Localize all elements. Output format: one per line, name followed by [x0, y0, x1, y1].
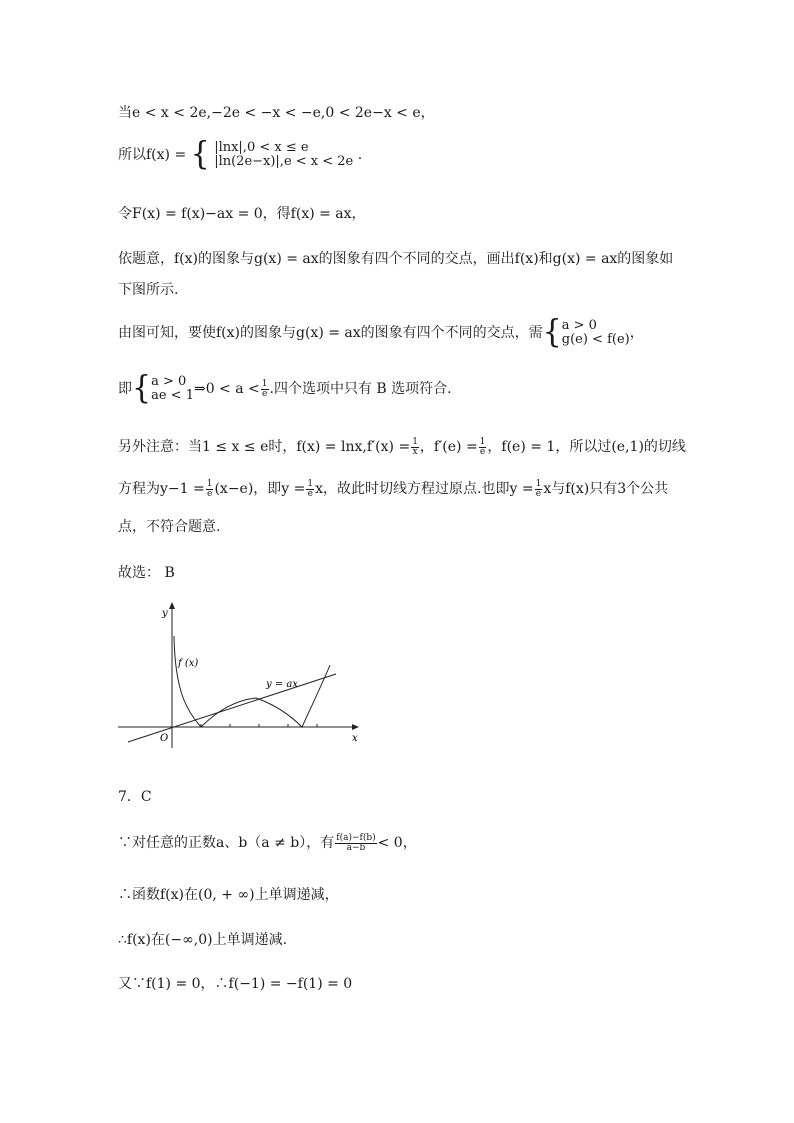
result-mid: ⇒0 < a <	[193, 381, 260, 397]
note-line-3: 点，不符合题意.	[118, 519, 221, 535]
q7-line-1	[118, 832, 417, 853]
text-line-3: 令F(x) = f(x)−ax = 0，得f(x) = ax，	[118, 206, 366, 222]
result-cases	[151, 375, 194, 403]
piecewise-cases	[214, 141, 353, 169]
x-axis-arrow	[352, 724, 359, 730]
line-label: y = ax	[266, 679, 298, 690]
q7-text-a: ∵对任意的正数a、b（a ≠ b），有	[118, 835, 335, 851]
y-axis-label: y	[162, 608, 168, 619]
result-prefix: 即	[118, 381, 132, 397]
fx-curve	[174, 636, 330, 727]
case-2: g(e) < f(e)	[561, 332, 630, 347]
case-2: ae < 1	[151, 388, 194, 403]
function-graph	[118, 600, 368, 750]
difference-quotient-fraction: $\frac{f(a)-f(b)}{a-b}$	[336, 832, 376, 853]
case-2: |ln(2e−x)|,e < x < 2e	[214, 154, 354, 169]
case-1: a > 0	[561, 318, 597, 333]
piecewise-prefix: 所以f(x) =	[118, 147, 187, 163]
answer-line: 故选： B	[118, 565, 175, 581]
y-axis-arrow	[169, 602, 175, 609]
brace: {	[542, 314, 562, 351]
fraction-1-over-e: $\frac{1}{e}$	[307, 478, 314, 499]
piecewise-suffix: .	[357, 147, 363, 163]
note-line-2	[118, 478, 668, 499]
condition-suffix: ，	[629, 325, 644, 341]
fraction-1-over-e: $\frac{1}{e}$	[479, 436, 486, 457]
question-7-header: 7．C	[118, 789, 152, 805]
text-line-1: 当e < x < 2e,−2e < −x < −e,0 < 2e−x < e，	[118, 105, 435, 121]
fx-label: f (x)	[178, 658, 199, 669]
fraction-1-over-x: $\frac{1}{x}$	[412, 436, 418, 457]
q7-line-4: 又∵f(1) = 0，∴f(−1) = −f(1) = 0	[118, 976, 353, 992]
case-1: a > 0	[151, 374, 187, 389]
note-text-a: 方程为y−1 =	[118, 481, 205, 497]
fraction-1-over-e: $\frac{1}{e}$	[261, 378, 268, 399]
case-1: |lnx|,0 < x ≤ e	[214, 140, 309, 155]
note-text-c: x，故此时切线方程过原点.也即y =	[315, 481, 534, 497]
fraction-1-over-e: $\frac{1}{e}$	[535, 478, 542, 499]
note-line-1	[118, 436, 686, 457]
x-axis-label: x	[352, 733, 358, 744]
brace: {	[132, 370, 152, 407]
note-text-d: x与f(x)只有3个公共	[543, 481, 669, 497]
note-text-b: (x−e)，即y =	[214, 481, 306, 497]
piecewise-fx	[118, 136, 363, 173]
text-line-5: 下图所示.	[118, 282, 179, 298]
fraction-1-over-e: $\frac{1}{e}$	[206, 478, 213, 499]
q7-text-b: < 0，	[377, 835, 417, 851]
condition-line	[118, 314, 644, 351]
condition-cases	[562, 319, 630, 347]
q7-line-3: ∴f(x)在(−∞,0)上单调递减.	[118, 932, 288, 948]
origin-label: O	[160, 733, 169, 744]
line-y-ax	[128, 674, 336, 742]
result-line	[118, 370, 452, 407]
note-text-a: 另外注意：当1 ≤ x ≤ e时，f(x) = lnx,f′(x) =	[118, 439, 411, 455]
result-suffix: .四个选项中只有 B 选项符合.	[269, 381, 452, 397]
brace: {	[190, 136, 210, 173]
note-text-c: ，f(e) = 1，所以过(e,1)的切线	[487, 439, 686, 455]
note-text-b: ，f′(e) =	[419, 439, 478, 455]
q7-line-2: ∴函数f(x)在(0, + ∞)上单调递减，	[118, 887, 339, 903]
text-line-4: 依题意，f(x)的图象与g(x) = ax的图象有四个不同的交点，画出f(x)和g(x) = ax的图象如	[118, 251, 674, 267]
condition-prefix: 由图可知，要使f(x)的图象与g(x) = ax的图象有四个不同的交点，需	[118, 325, 543, 341]
